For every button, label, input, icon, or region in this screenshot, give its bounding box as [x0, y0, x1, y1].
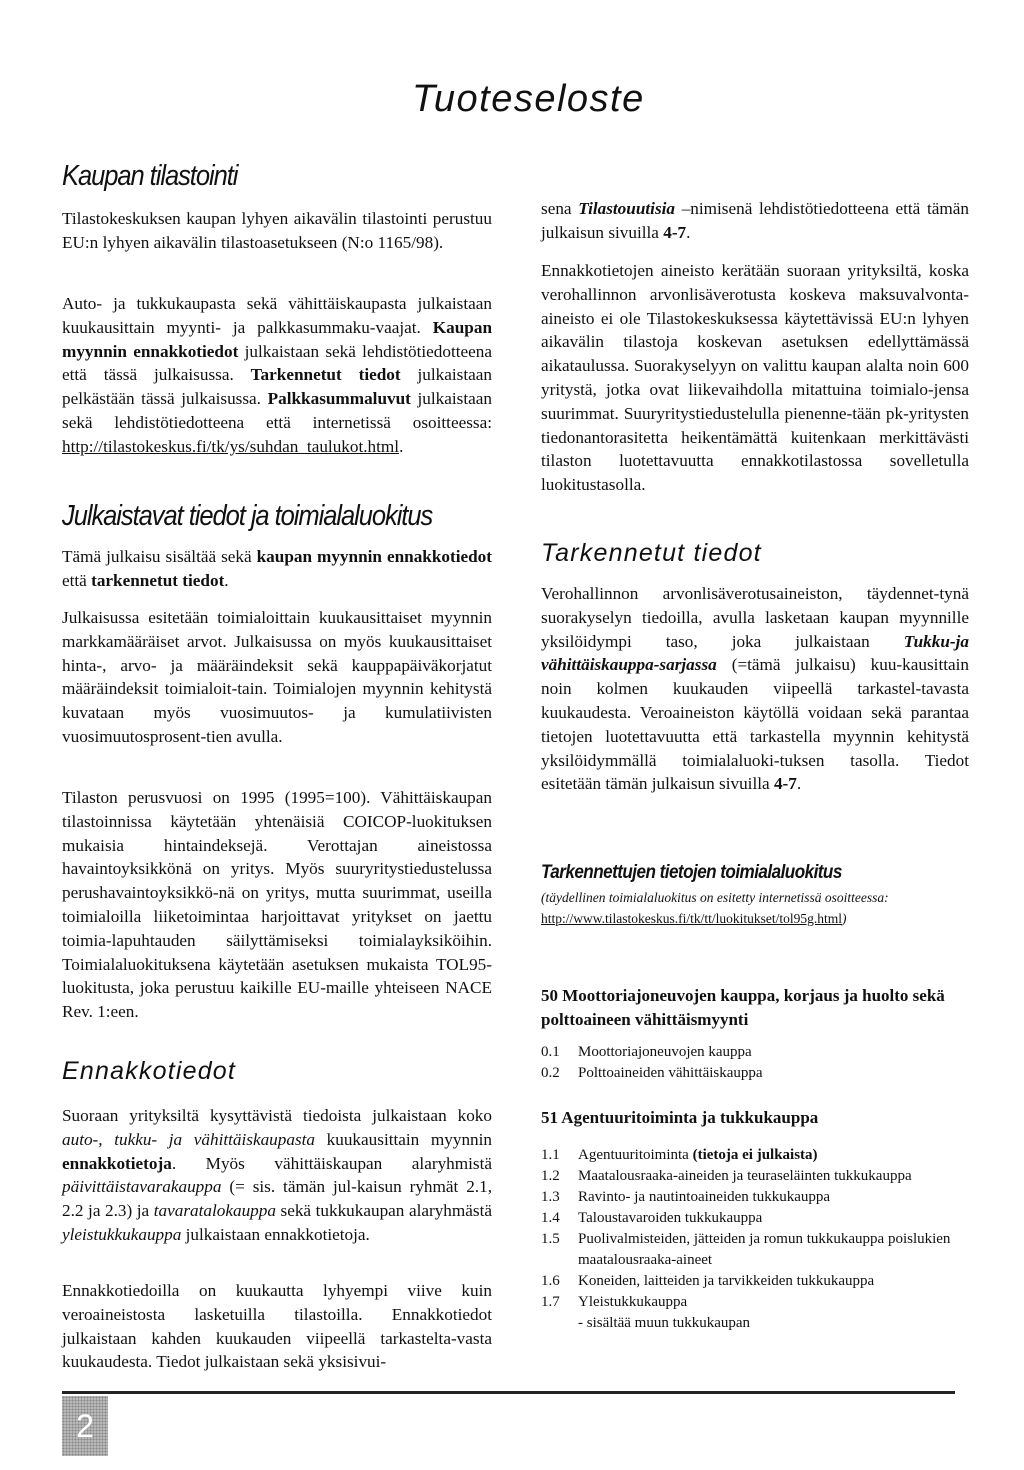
heading-tarkennetut-tiedot: Tarkennetut tiedot — [541, 539, 762, 567]
list-item — [541, 1042, 969, 1063]
item-text: Maatalousraaka-aineiden ja teuraseläinten tukkukauppa — [578, 1168, 912, 1184]
footer-rule — [62, 1391, 955, 1394]
paragraph-ennakko-1 — [62, 1104, 492, 1247]
text: Verohallinnon arvonlisäverotusaineiston, täydennet-tynä suorakyselyn tiedoilla, avulla lasketaan kaupan myynnille yksilöidympi taso, joka julkaistaan — [541, 584, 969, 651]
paragraph-indexes: Julkaisussa esitetään toimialoittain kuukausittaiset myynnin markkamääräiset arvot. Julkaisussa on myös kuukausittaiset hinta-, arvo- ja määräindeksit sekä kauppapäiväkorjatut määräindeksit toimialoit-tain. Toimialojen myynnin kehitystä kuvataan myös vuosimuutos- ja kumulatiivisten vuosimuutosprosent-tien avulla. — [62, 608, 492, 746]
text: Suoraan yrityksiltä kysyttävistä tiedoista julkaistaan koko — [62, 1106, 492, 1125]
bold-term: tarkennetut tiedot — [91, 570, 225, 590]
item-number: 1.5 — [541, 1231, 560, 1247]
paragraph-continued — [541, 197, 969, 245]
note-text: (täydellinen toimialaluokitus on esitetty internetissä osoitteessa: — [541, 890, 889, 905]
italic-term: päivittäistavarakauppa — [62, 1177, 222, 1197]
paragraph-tarkennetut — [541, 582, 969, 796]
group-50-title: 50 Moottoriajoneuvojen kauppa, korjaus ja huolto sekä polttoaineen vähittäismyynti — [541, 986, 945, 1029]
item-number: 1.7 — [541, 1294, 560, 1310]
list-item — [541, 1271, 969, 1292]
list-item — [541, 1313, 969, 1334]
bold-term: 4-7 — [773, 774, 797, 794]
item-text: Ravinto- ja nautintoaineiden tukkukauppa — [578, 1189, 831, 1205]
text: sena — [541, 199, 579, 218]
list-item — [541, 1145, 969, 1166]
tol95-link[interactable]: http://www.tilastokeskus.fi/tk/tt/luokitukset/tol95g.html — [541, 911, 843, 926]
classification-note — [541, 887, 969, 929]
bold-term: Kaupan myynnin ennakkotiedot — [62, 317, 492, 361]
bold-term: Tarkennetut tiedot — [250, 365, 401, 385]
item-number: 0.1 — [541, 1044, 560, 1060]
group-51-title: 51 Agentuuritoiminta ja tukkukauppa — [541, 1108, 819, 1127]
item-text: Agentuuritoiminta — [578, 1147, 693, 1163]
text: –nimisenä lehdistötiedotteena että tämän julkaisun sivuilla — [541, 199, 969, 242]
page-number-badge — [62, 1396, 108, 1456]
text: . Myös vähittäiskaupan alaryhmistä — [171, 1153, 492, 1173]
bold-term: Palkkasummaluvut — [267, 389, 411, 409]
group-51-list — [541, 1145, 969, 1334]
heading-kaupan-tilastointi: Kaupan tilastointi — [62, 160, 238, 192]
item-text: Taloustavaroiden tukkukauppa — [578, 1210, 763, 1226]
text: julkaistaan pelkästään tässä julkaisussa. — [62, 365, 492, 409]
bold-term: kaupan myynnin ennakkotiedot — [256, 547, 493, 566]
list-item — [541, 1229, 969, 1271]
text: kuukausittain myynnin — [315, 1129, 492, 1149]
text: julkaistaan sekä lehdistötiedotteena että tässä julkaisussa. — [62, 341, 492, 385]
item-number: 1.2 — [541, 1168, 560, 1184]
bold-term: 4-7 — [663, 222, 687, 242]
text: (=tämä julkaisu) kuu-kausittain noin kolmen kuukauden viipeellä tarkastel-tavasta kuukaudesta. Veroaineiston käytöllä voidaan sekä parantaa tietojen luotettavuutta että tarkastella myynnin kehitystä yksilöidymmällä toimialaluoki-tuksen tasolla. Tiedot esitetään tämän julkaisun sivuilla — [541, 655, 969, 794]
text: Auto- ja tukkukaupasta sekä vähittäiskaupasta julkaistaan kuukausittain myynti- ja palkkasummaku-vaajat. — [62, 294, 492, 337]
paragraph-data-collection: Ennakkotietojen aineisto kerätään suoraan yrityksiltä, koska verohallinnon arvonlisäverotusta koskeva maksuvalvonta-aineisto ei ole Tilastokeskuksessa käytettävissä EU:n lyhyen aikavälin tilastoja koskevan asetuksen edellyttämässä aikataulussa. Suorakyselyyn on valittu kaupan alalta noin 600 yritystä, jotka ovat liikevaihdolla mitattuina toimialo-jensa suurimmat. Suuryritystiedustelulla pienenne-tään pk-yritysten tiedonantorasitetta heikentämättä kuitenkaan merkittävästi tilaston luotettavuutta ennakkotilastossa sovelletulla luokitustasolla. — [541, 261, 969, 495]
page-number: 2 — [76, 1408, 94, 1444]
item-number: 1.6 — [541, 1273, 560, 1289]
heading-julkaistavat-tiedot: Julkaistavat tiedot ja toimialaluokitus — [62, 500, 433, 532]
page-title: Tuoteseloste — [412, 78, 645, 120]
item-text: Koneiden, laitteiden ja tarvikkeiden tukkukauppa — [578, 1273, 875, 1289]
italic-term: yleistukkukauppa — [62, 1224, 182, 1244]
list-item — [541, 1063, 969, 1084]
item-number: 1.3 — [541, 1189, 560, 1205]
group-50-list — [541, 1042, 969, 1084]
bold-term: ennakkotietoja — [62, 1153, 172, 1173]
item-text: Moottoriajoneuvojen kauppa — [578, 1044, 752, 1060]
text: sekä tukkukaupan alaryhmästä — [275, 1201, 492, 1221]
paragraph-publications — [62, 292, 492, 459]
item-number: 1.1 — [541, 1147, 560, 1163]
item-number: 0.2 — [541, 1065, 560, 1081]
paragraph-contents — [62, 545, 492, 593]
heading-ennakkotiedot: Ennakkotiedot — [62, 1057, 237, 1085]
text: . — [686, 222, 691, 242]
bold-italic-term: Tukku-ja vähittäiskauppa-sarjassa — [541, 631, 969, 675]
text: että — [62, 570, 92, 590]
text: julkaistaan ennakkotietoja. — [181, 1224, 370, 1244]
list-item — [541, 1187, 969, 1208]
text: julkaistaan sekä lehdistötiedotteena että internetissä osoitteessa: — [62, 389, 492, 432]
item-text: Yleistukkukauppa — [578, 1294, 688, 1310]
list-item — [541, 1292, 969, 1313]
bold-italic-term: Tilastouutisia — [578, 199, 676, 218]
item-sub-note: - sisältää muun tukkukaupan — [578, 1315, 751, 1331]
text: Tämä julkaisu sisältää sekä — [62, 547, 257, 566]
note-close: ) — [842, 911, 847, 926]
paragraph-base-year: Tilaston perusvuosi on 1995 (1995=100). Vähittäiskaupan tilastoinnissa käytetään yhtenäisiä COICOP-luokituksen mukaisia hintaindeksejä. Verottajan aineistossa havaintoyksikkönä on yritys. Myös suuryritystiedustelussa perushavaintoyksikkö-nä on yritys, mutta suurimmat, useilla toimialoilla liiketoimintaa harjoittavat yritykset on jaettu toimia-lapuhtauden säilyttämiseksi toimialayksiköihin. Toimialaluokituksena käytetään asetuksen mukaista TOL95-luokitusta, joka perustuu kaikille EU-maille yhteiseen NACE Rev. 1:een. — [62, 788, 492, 1022]
item-number: 1.4 — [541, 1210, 560, 1226]
text: . — [796, 774, 802, 794]
suhdan-taulukot-link[interactable]: http://tilastokeskus.fi/tk/ys/suhdan_taulukot.html — [62, 436, 400, 456]
list-item — [541, 1166, 969, 1187]
paragraph-intro: Tilastokeskuksen kaupan lyhyen aikavälin tilastointi perustuu EU:n lyhyen aikavälin tilastoasetukseen (N:o 1165/98). — [62, 209, 492, 252]
italic-term: auto-, tukku- ja vähittäiskaupasta — [62, 1129, 316, 1149]
heading-toimialaluokitus: Tarkennettujen tietojen toimialaluokitus — [541, 862, 842, 883]
text: . — [224, 570, 229, 590]
text: . — [399, 436, 404, 456]
text: (= sis. tämän jul-kaisun ryhmät 2.1, 2.2 ja 2.3) ja — [62, 1177, 492, 1221]
paragraph-ennakko-2: Ennakkotiedoilla on kuukautta lyhyempi viive kuin veroaineistosta lasketuilla tilastoilla. Ennakkotiedot julkaistaan kahden kuukauden viipeellä tarkastelta-vasta kuukaudesta. Tiedot julkaistaan sekä yksisivui- — [62, 1281, 492, 1372]
item-text: Puolivalmisteiden, jätteiden ja romun tukkukauppa poislukien maatalousraaka-aineet — [578, 1231, 951, 1268]
item-text: Polttoaineiden vähittäiskauppa — [578, 1065, 763, 1081]
item-note-bold: (tietoja ei julkaista) — [692, 1147, 818, 1163]
list-item — [541, 1208, 969, 1229]
italic-term: tavaratalokauppa — [153, 1201, 276, 1221]
